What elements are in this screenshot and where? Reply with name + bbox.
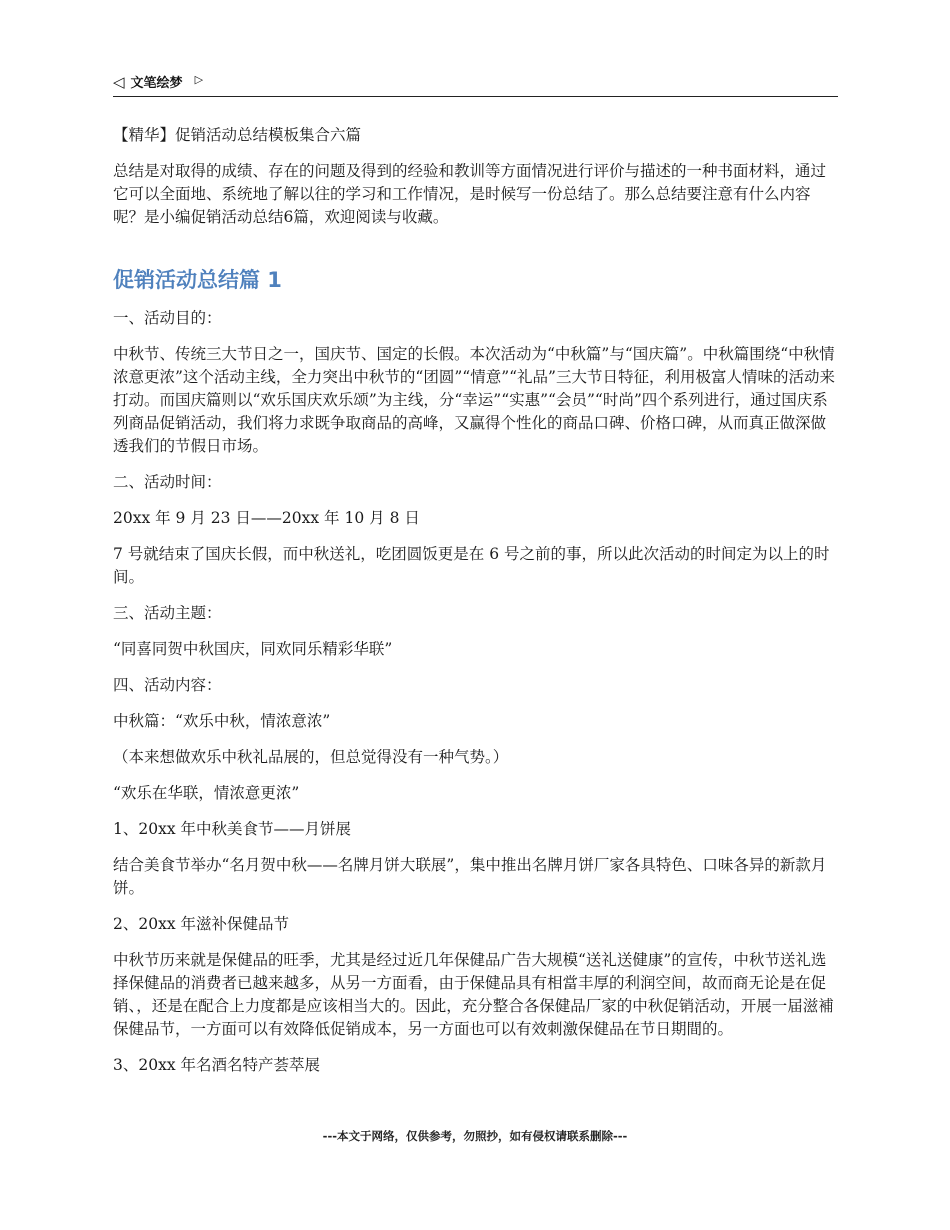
paragraph: 3、20xx 年名酒名特产荟萃展 [113,1056,320,1074]
paragraph: 7 号就结束了国庆长假，而中秋送礼，吃团圆饭更是在 6 号之前的事，所以此次活动的时间定为以上的时间。 [113,545,830,586]
page-header [113,70,838,97]
paragraph: 中秋节历来就是保健品的旺季，尤其是经过近几年保健品广告大规模“送礼送健康”的宣传，中秋节送礼选择保健品的消费者已越来越多，从另一方面看，由于保健品具有相當丰厚的利润空间，故而商无论是在促销、，还是在配合上力度都是应该相当大的。因此，充分整合各保健品厂家的中秋促销活动，开展一届滋補保健品节，一方面可以有效降低促销成本，另一方面也可以有效刺激保健品在节日期間的。 [113,951,834,1038]
paragraph: 中秋篇：“欢乐中秋，情浓意浓” [113,712,331,730]
paragraph: 结合美食节举办“名月贺中秋——名牌月饼大联展”，集中推出名牌月饼厂家各具特色、口味各异的新款月饼。 [113,856,827,897]
paragraph: 中秋节、传统三大节日之一，国庆节、国定的长假。本次活动为“中秋篇”与“国庆篇”。中秋篇围绕“中秋情浓意更浓”这个活动主线，全力突出中秋节的“团圆”“情意”“礼品”三大节日特征，利用极富人情味的活动来打动。而国庆篇则以“欢乐国庆欢乐颂”为主线，分“幸运”“实惠”“会员”“时尚”四个系列进行，通过国庆系列商品促销活动，我们将力求既争取商品的高峰，又赢得个性化的商品口碑、价格口碑，从而真正做深做透我们的节假日市场。 [113,345,835,455]
paragraph: 二、活动时间： [113,473,222,491]
triangle-left-icon: ◁ [113,72,125,91]
paragraph: 2、20xx 年滋补保健品节 [113,915,289,933]
paragraph: 三、活动主题： [113,604,222,622]
paragraph: “同喜同贺中秋国庆，同欢同乐精彩华联” [113,640,393,658]
document-body [113,124,841,1090]
intro-paragraph: 总结是对取得的成绩、存在的问题及得到的经验和教训等方面情况进行评价与描述的一种书面材料，通过它可以全面地、系统地了解以往的学习和工作情况，是时候写一份总结了。那么总结要注意有什么内容呢？是小编促销活动总结6篇，欢迎阅读与收藏。 [113,162,827,226]
paragraph: （本来想做欢乐中秋礼品展的，但总觉得没有一种气势。） [113,748,509,766]
paragraph: 1、20xx 年中秋美食节——月饼展 [113,820,351,838]
paragraph: 四、活动内容： [113,676,222,694]
paragraph: 一、活动目的： [113,309,222,327]
logo-text: 文笔绘梦 [130,76,183,91]
triangle-right-icon: ▷ [194,73,204,86]
page-footer: ---本文于网络，仅供参考，勿照抄，如有侵权请联系删除--- [322,1129,628,1143]
paragraph: 20xx 年 9 月 23 日——20xx 年 10 月 8 日 [113,509,420,527]
paragraph: “欢乐在华联，情浓意更浓” [113,784,300,802]
logo [113,72,203,91]
document-title: 【精华】促销活动总结模板集合六篇 [113,126,362,144]
section-heading: 促销活动总结篇 1 [113,268,282,292]
